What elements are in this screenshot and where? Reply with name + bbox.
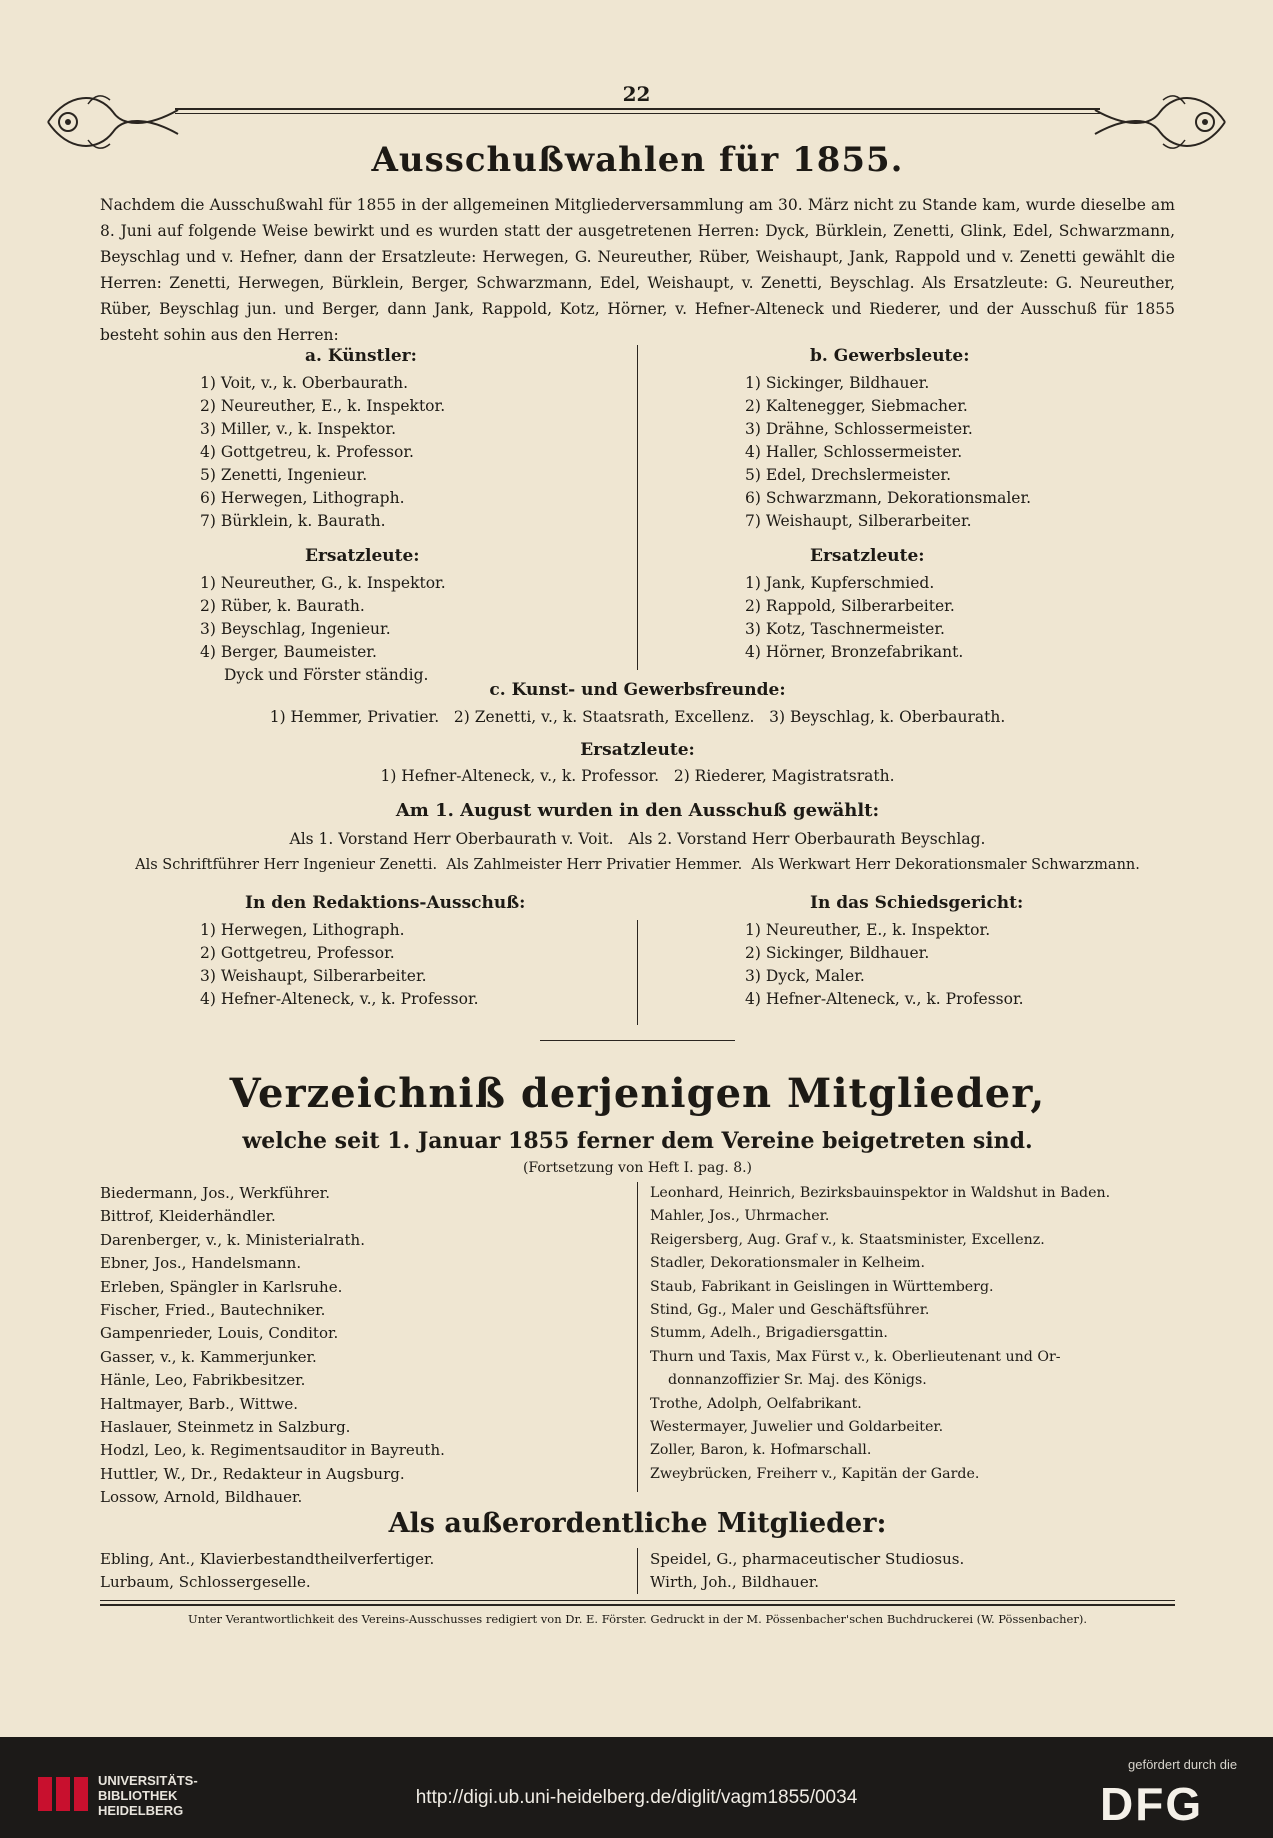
header-rule	[175, 108, 1100, 110]
freunde-line: 1) Hemmer, Privatier. 2) Zenetti, v., k. Staatsrath, Excellenz. 3) Beyschlag, k. Oberbaurath.	[269, 708, 1006, 726]
list-item: Stind, Gg., Maler und Geschäftsführer.	[650, 1302, 930, 1319]
list-item: Bittrof, Kleiderhändler.	[100, 1207, 276, 1226]
list-item: Erleben, Spängler in Karlsruhe.	[100, 1277, 343, 1296]
viewer-bottom-bar	[0, 1737, 1273, 1838]
list-item: 4) Gottgetreu, k. Professor.	[200, 443, 414, 461]
list-item: 1) Neureuther, G., k. Inspektor.	[200, 574, 446, 592]
members-right-list	[650, 1182, 1175, 1486]
list-item: Stadler, Dekorationsmaler in Kelheim.	[650, 1255, 925, 1272]
freunde-ersatz-heading: Ersatzleute:	[580, 740, 695, 760]
list-item: Gampenrieder, Louis, Conditor.	[100, 1324, 339, 1343]
imprint: Unter Verantwortlichkeit des Vereins-Ausschusses redigiert von Dr. E. Förster. Gedruckt in der M. Pössenbacher'schen Buchdruckerei (W. Pössenbacher).	[188, 1612, 1087, 1626]
list-item: Darenberger, v., k. Ministerialrath.	[100, 1230, 365, 1249]
library-name-line-1: UNIVERSITÄTS-	[98, 1773, 198, 1788]
list-item: Fischer, Fried., Bautechniker.	[100, 1301, 326, 1320]
extraordinary-right-list	[650, 1548, 1175, 1595]
kuenstler-ersatz-list	[145, 572, 565, 687]
members-title: Verzeichniß derjenigen Mitglieder,	[229, 1070, 1046, 1117]
gewerbsleute-list	[690, 372, 1130, 533]
list-item: 3) Weishaupt, Silberarbeiter.	[200, 967, 427, 985]
footer-rule-thick	[100, 1604, 1175, 1606]
list-item: Wirth, Joh., Bildhauer.	[650, 1573, 820, 1592]
column-divider	[637, 1548, 638, 1594]
august-heading: Am 1. August wurden in den Ausschuß gewählt:	[395, 800, 880, 821]
list-item: 3) Drähne, Schlossermeister.	[745, 420, 973, 438]
list-item: 4) Hörner, Bronzefabrikant.	[745, 643, 964, 661]
list-item: Gasser, v., k. Kammerjunker.	[100, 1347, 317, 1366]
list-item: Hänle, Leo, Fabrikbesitzer.	[100, 1371, 306, 1390]
list-item: 6) Schwarzmann, Dekorationsmaler.	[745, 489, 1032, 507]
schiedsgericht-heading: In das Schiedsgericht:	[810, 893, 1024, 913]
list-item: 1) Jank, Kupferschmied.	[745, 574, 935, 592]
members-note: (Fortsetzung von Heft I. pag. 8.)	[522, 1160, 753, 1176]
list-item: Stumm, Adelh., Brigadiersgattin.	[650, 1325, 888, 1342]
august-line-2: Als Schriftführer Herr Ingenieur Zenetti. Als Zahlmeister Herr Privatier Hemmer. Als Werkwart Herr Dekorationsmaler Schwarzmann.	[135, 857, 1140, 873]
list-item: Dyck und Förster ständig.	[224, 666, 429, 684]
library-name-line-3: HEIDELBERG	[98, 1803, 184, 1818]
schiedsgericht-column	[690, 892, 1130, 1011]
members-subtitle: welche seit 1. Januar 1855 ferner dem Vereine beigetreten sind.	[242, 1128, 1033, 1154]
list-item: Biedermann, Jos., Werkführer.	[100, 1184, 330, 1202]
list-item: 7) Bürklein, k. Baurath.	[200, 512, 386, 530]
list-item: 3) Beyschlag, Ingenieur.	[200, 620, 391, 638]
members-left-list	[100, 1182, 630, 1510]
list-item: 2) Sickinger, Bildhauer.	[745, 944, 930, 962]
header-rule-thin	[175, 113, 1100, 114]
list-item: Ebling, Ant., Klavierbestandtheilverfertiger.	[100, 1550, 435, 1568]
extraordinary-members-title: Als außerordentliche Mitglieder:	[388, 1508, 887, 1539]
article-title: Ausschußwahlen für 1855.	[371, 140, 904, 180]
list-item: 5) Zenetti, Ingenieur.	[200, 466, 368, 484]
list-item: Staub, Fabrikant in Geislingen in Württemberg.	[650, 1278, 994, 1295]
freunde-ersatz-line: 1) Hefner-Alteneck, v., k. Professor. 2) Riederer, Magistratsrath.	[380, 767, 895, 785]
gewerbsleute-ersatz-heading: Ersatzleute:	[810, 546, 925, 566]
intro-paragraph	[100, 192, 1175, 348]
redaktion-column	[145, 892, 585, 1011]
list-item: Huttler, W., Dr., Redakteur in Augsburg.	[100, 1464, 405, 1483]
list-item: Leonhard, Heinrich, Bezirksbauinspektor in Waldshut in Baden.	[650, 1185, 1111, 1201]
list-item: 7) Weishaupt, Silberarbeiter.	[745, 512, 972, 530]
list-item: 3) Dyck, Maler.	[745, 967, 865, 985]
library-name-line-2: BIBLIOTHEK	[98, 1788, 178, 1803]
list-item: 5) Edel, Drechslermeister.	[745, 466, 952, 484]
kuenstler-column	[145, 345, 565, 687]
list-item: Ebner, Jos., Handelsmann.	[100, 1254, 302, 1273]
list-item: 4) Haller, Schlossermeister.	[745, 443, 963, 461]
list-item: Haslauer, Steinmetz in Salzburg.	[100, 1418, 351, 1437]
intro-text: Nachdem die Ausschußwahl für 1855 in der allgemeinen Mitgliederversammlung am 30. März nicht zu Stande kam, wurde dieselbe am 8. Juni auf folgende Weise bewirkt und es wurden statt der ausgetretenen Herren: Dyck, Bürklein, Zenetti, Glink, Edel, Schwarzmann, Beyschlag und v. Hefner, dann der Ersatzleute: Herwegen, G. Neureuther, Rüber, Weishaupt, Jank, Rappold und v. Zenetti gewählt die Herren: Zenetti, Herwegen, Bürklein, Berger, Schwarzmann, Edel, Weishaupt, v. Zenetti, Beyschlag. Als Ersatzleute: G. Neureuther, Rüber, Beyschlag jun. und Berger, dann Jank, Rappold, Kotz, Hörner, v. Hefner-Alteneck und Riederer, und der Ausschuß für 1855 besteht sohin aus den Herren:	[100, 196, 1175, 344]
list-item: 2) Kaltenegger, Siebmacher.	[745, 397, 968, 415]
extraordinary-left-list	[100, 1548, 630, 1595]
column-divider	[637, 920, 638, 1025]
freunde-heading: c. Kunst- und Gewerbsfreunde:	[489, 680, 786, 700]
list-item: Zweybrücken, Freiherr v., Kapitän der Garde.	[650, 1465, 980, 1482]
list-item: 2) Gottgetreu, Professor.	[200, 944, 395, 962]
list-item: 2) Rappold, Silberarbeiter.	[745, 597, 955, 615]
funding-label: gefördert durch die	[1128, 1757, 1238, 1772]
list-item: Westermayer, Juwelier und Goldarbeiter.	[650, 1419, 944, 1436]
column-divider	[637, 1182, 638, 1492]
list-item: Lossow, Arnold, Bildhauer.	[100, 1488, 303, 1507]
list-item: Hodzl, Leo, k. Regimentsauditor in Bayreuth.	[100, 1441, 445, 1460]
list-item: 4) Berger, Baumeister.	[200, 643, 377, 661]
kuenstler-list	[145, 372, 565, 533]
list-item: Mahler, Jos., Uhrmacher.	[650, 1208, 830, 1225]
list-item: 1) Sickinger, Bildhauer.	[745, 374, 930, 392]
redaktion-list	[145, 919, 585, 1011]
list-item: Zoller, Baron, k. Hofmarschall.	[650, 1442, 872, 1459]
list-item: 1) Voit, v., k. Oberbaurath.	[200, 374, 409, 392]
list-item: 6) Herwegen, Lithograph.	[200, 489, 405, 507]
page-number: 22	[622, 82, 651, 106]
footer-rule	[100, 1600, 1175, 1601]
list-item: 2) Neureuther, E., k. Inspektor.	[200, 397, 446, 415]
gewerbsleute-ersatz-list	[690, 572, 1130, 664]
list-item: 3) Kotz, Taschnermeister.	[745, 620, 945, 638]
list-item: Speidel, G., pharmaceutischer Studiosus.	[650, 1550, 965, 1568]
kuenstler-heading: a. Künstler:	[305, 346, 417, 366]
list-item: 3) Miller, v., k. Inspektor.	[200, 420, 396, 438]
list-item: donnanzoffizier Sr. Maj. des Königs.	[650, 1372, 927, 1389]
column-divider	[637, 345, 638, 670]
gewerbsleute-column	[690, 345, 1130, 664]
gewerbsleute-heading: b. Gewerbsleute:	[810, 346, 970, 366]
list-item: Lurbaum, Schlossergeselle.	[100, 1573, 311, 1592]
list-item: 4) Hefner-Alteneck, v., k. Professor.	[200, 990, 479, 1008]
august-line-1: Als 1. Vorstand Herr Oberbaurath v. Voit. Als 2. Vorstand Herr Oberbaurath Beyschlag.	[289, 830, 986, 848]
list-item: Haltmayer, Barb., Wittwe.	[100, 1394, 298, 1413]
kuenstler-ersatz-heading: Ersatzleute:	[305, 546, 420, 566]
list-item: 4) Hefner-Alteneck, v., k. Professor.	[745, 990, 1024, 1008]
permalink-url[interactable]: http://digi.ub.uni-heidelberg.de/diglit/vagm1855/0034	[415, 1787, 858, 1808]
schiedsgericht-list	[690, 919, 1130, 1011]
redaktion-heading: In den Redaktions-Ausschuß:	[245, 893, 526, 913]
list-item: 2) Rüber, k. Baurath.	[200, 597, 365, 615]
list-item: Reigersberg, Aug. Graf v., k. Staatsminister, Excellenz.	[650, 1231, 1045, 1248]
dfg-logo: DFG	[1100, 1778, 1204, 1830]
list-item: Thurn und Taxis, Max Fürst v., k. Oberlieutenant und Or-	[650, 1348, 1061, 1365]
list-item: 1) Neureuther, E., k. Inspektor.	[745, 921, 991, 939]
section-rule	[540, 1040, 735, 1041]
list-item: 1) Herwegen, Lithograph.	[200, 921, 405, 939]
list-item: Trothe, Adolph, Oelfabrikant.	[650, 1395, 862, 1412]
